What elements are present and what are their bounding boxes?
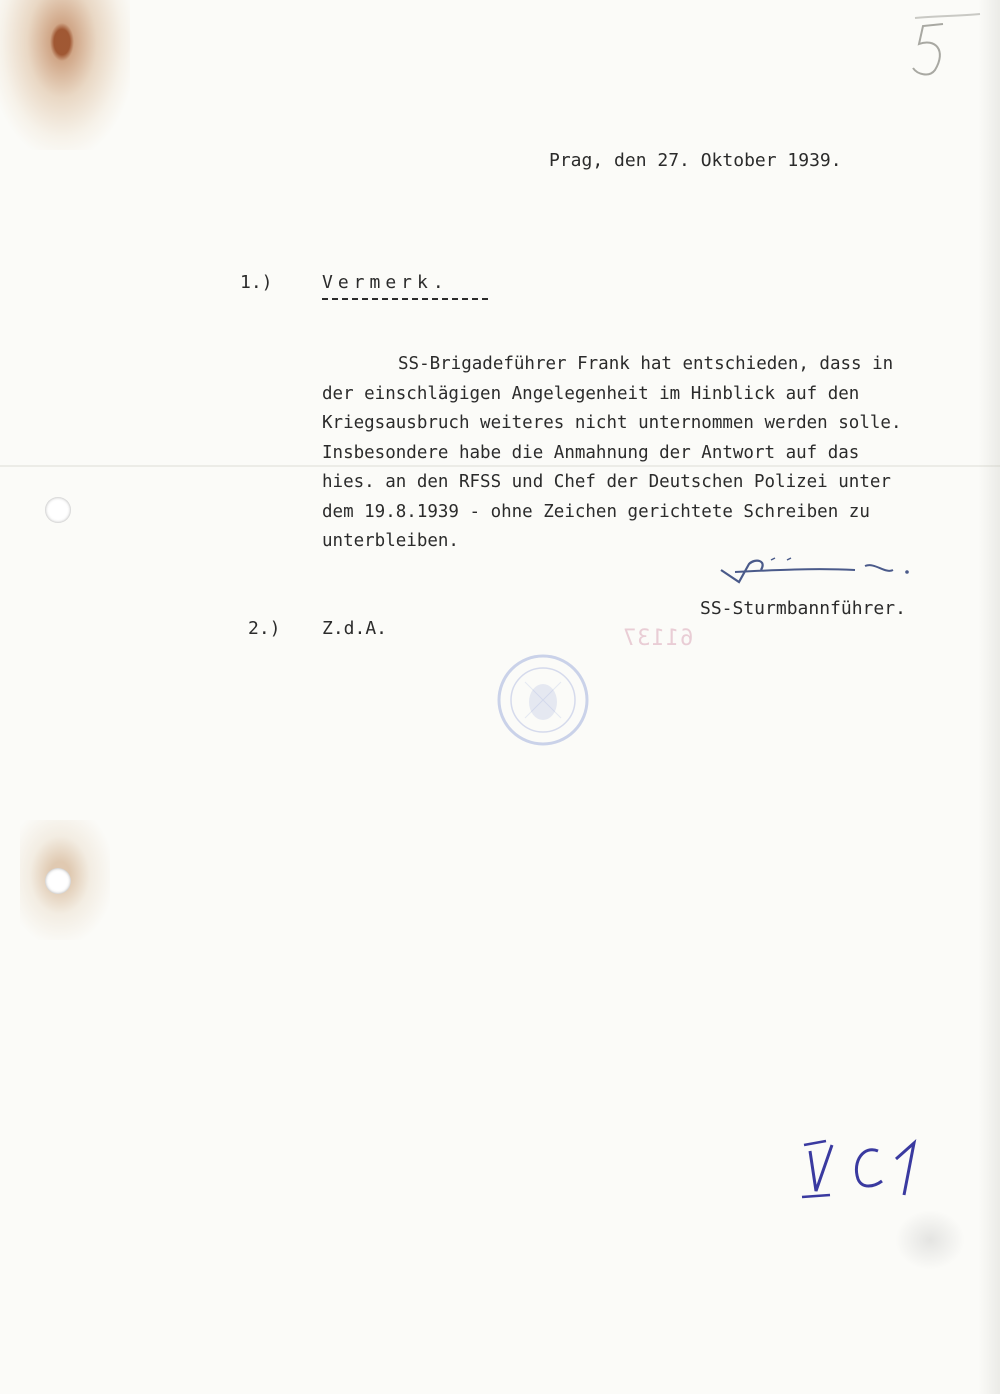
paper-edge-shadow	[978, 0, 1000, 1394]
punch-hole-icon	[45, 497, 71, 523]
rust-stain	[0, 0, 130, 150]
body-line: der einschlägigen Angelegenheit im Hinblick auf den	[322, 383, 860, 404]
note-heading: Vermerk.	[322, 272, 449, 293]
signature-scribble-icon	[715, 552, 915, 592]
punch-hole-icon	[45, 868, 71, 894]
body-line: SS-Brigadeführer Frank hat entschieden, dass in	[398, 354, 894, 374]
round-stamp-icon	[495, 652, 591, 748]
body-line: hies. an den RFSS und Chef der Deutschen Polizei unter	[322, 472, 891, 492]
signatory-rank: SS-Sturmbannführer.	[700, 598, 906, 619]
body-line: Insbesondere habe die Anmahnung der Antwort auf das	[322, 442, 860, 463]
stamp-number: 61137	[622, 626, 694, 651]
filing-note: Z.d.A.	[322, 618, 388, 639]
page-number-mark	[905, 10, 985, 80]
smudge	[895, 1210, 965, 1270]
note-body	[322, 350, 972, 557]
date-line: Prag, den 27. Oktober 1939.	[549, 150, 842, 171]
body-line: Kriegsausbruch weiteres nicht unternommen werden solle.	[322, 413, 902, 433]
item-number: 2.)	[248, 618, 281, 639]
body-line: unterbleiben.	[322, 531, 459, 551]
heading-underline	[322, 298, 488, 300]
body-line: dem 19.8.1939 - ohne Zeichen gerichtete Schreiben zu	[322, 501, 870, 522]
item-number: 1.)	[240, 272, 273, 293]
handwritten-code	[800, 1135, 930, 1205]
